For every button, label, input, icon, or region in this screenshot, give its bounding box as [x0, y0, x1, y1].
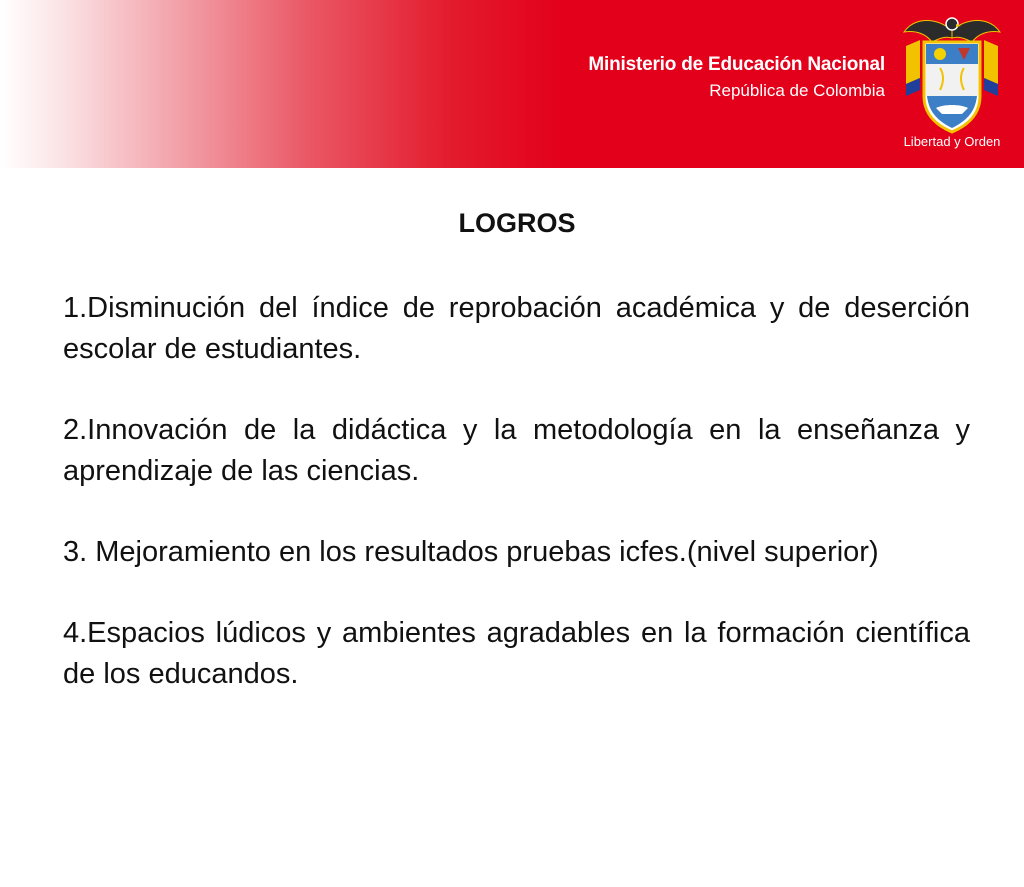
list-item: 2.Innovación de la didáctica y la metodología en la enseñanza y aprendizaje de las ciencias.: [63, 414, 970, 487]
slide-title: LOGROS: [458, 208, 576, 238]
list-item: 4.Espacios lúdicos y ambientes agradables en la formación científica de los educandos.: [63, 617, 970, 690]
list-item: 3. Mejoramiento en los resultados pruebas icfes.(nivel superior): [63, 536, 879, 568]
achievements-list: [63, 288, 970, 735]
list-item: 1.Disminución del índice de reprobación académica y de deserción escolar de estudiantes.: [63, 292, 970, 365]
motto-text: Libertad y Orden: [903, 134, 1001, 149]
ministry-block: [588, 54, 885, 101]
header-banner: [0, 0, 1024, 168]
ministry-name: Ministerio de Educación Nacional: [588, 54, 885, 75]
country-name: República de Colombia: [709, 81, 885, 100]
